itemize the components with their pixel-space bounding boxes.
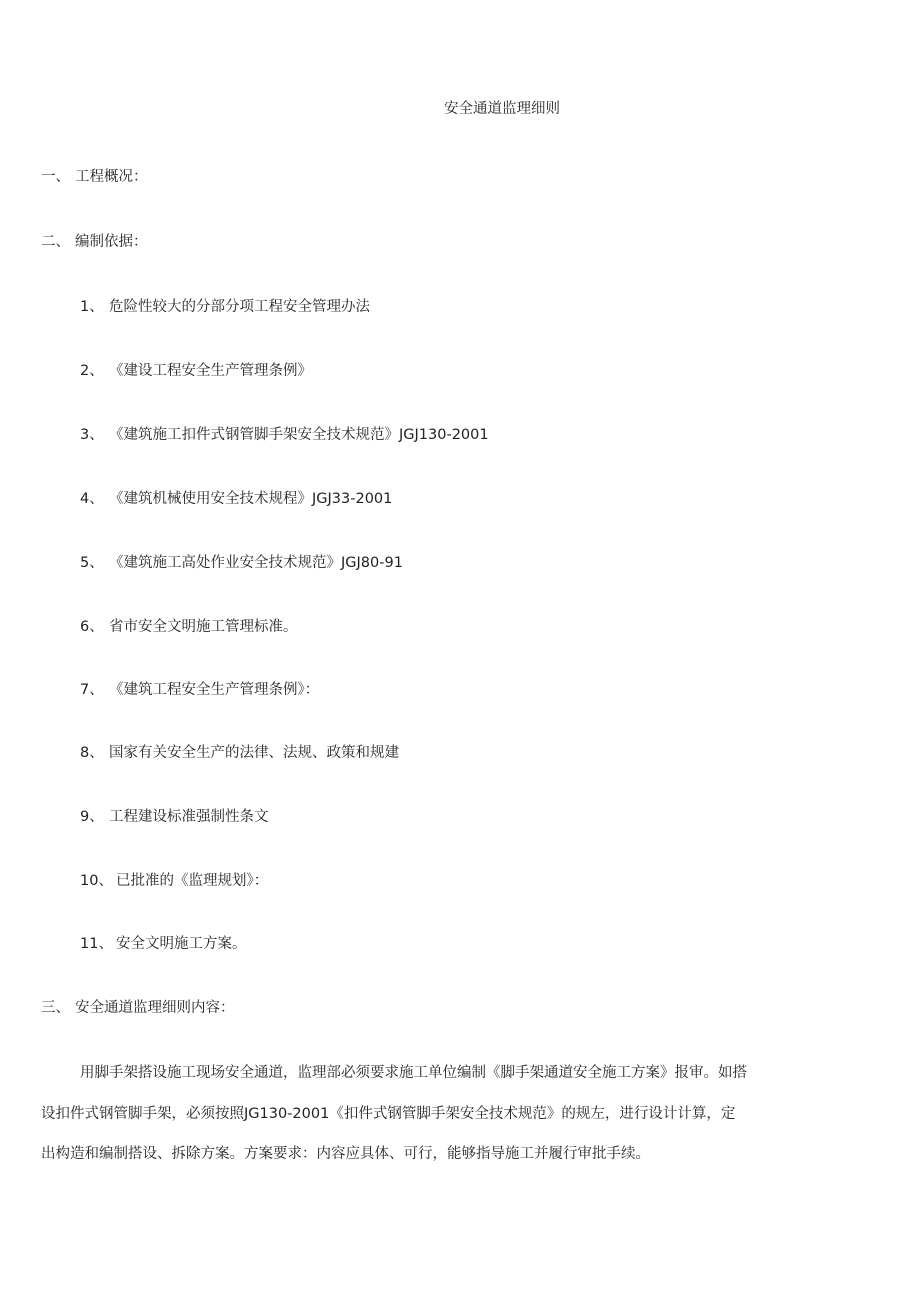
item-text: 安全文明施工方案。 — [116, 936, 247, 952]
item-text: 《建筑工程安全生产管理条例》： — [109, 682, 320, 698]
item-text: 《建设工程安全生产管理条例》 — [109, 363, 312, 379]
basis-item — [80, 297, 370, 317]
item-number: 10、 — [80, 873, 113, 889]
section-number: 三、 — [41, 1000, 70, 1016]
item-number: 9、 — [80, 809, 104, 825]
basis-item — [80, 425, 489, 445]
section-heading-1 — [41, 167, 148, 187]
item-number: 6、 — [80, 619, 104, 635]
basis-item — [80, 871, 268, 891]
basis-item — [80, 934, 247, 954]
basis-item — [80, 680, 319, 700]
item-text: 《建筑施工高处作业安全技术规范》JGJ80-91 — [109, 555, 403, 571]
item-text: 危险性较大的分部分项工程安全管理办法 — [109, 299, 370, 315]
item-number: 11、 — [80, 936, 113, 952]
basis-item — [80, 743, 399, 763]
item-text: 《建筑机械使用安全技术规程》JGJ33-2001 — [109, 491, 393, 507]
section-text: 编制依据： — [75, 234, 148, 250]
item-text: 《建筑施工扣件式钢管脚手架安全技术规范》JGJ130-2001 — [109, 427, 489, 443]
basis-item — [80, 807, 269, 827]
paragraph-line: 设扣件式钢管脚手架，必须按照JG130-2001《扣件式钢管脚手架安全技术规范》的规左，进行设计计算，定 — [41, 1106, 736, 1122]
section-heading-2 — [41, 232, 148, 252]
section-text: 安全通道监理细则内容： — [75, 1000, 235, 1016]
item-text: 省市安全文明施工管理标准。 — [109, 619, 298, 635]
basis-item — [80, 617, 298, 637]
document-title: 安全通道监理细则 — [444, 101, 560, 117]
basis-item — [80, 489, 392, 509]
item-number: 1、 — [80, 299, 104, 315]
item-text: 工程建设标准强制性条文 — [109, 809, 269, 825]
section-text: 工程概况： — [75, 169, 148, 185]
basis-item — [80, 361, 312, 381]
paragraph-line: 用脚手架搭设施工现场安全通道，监理部必须要求施工单位编制《脚手架通道安全施工方案》报审。如搭 — [80, 1065, 747, 1081]
section-number: 一、 — [41, 169, 70, 185]
item-text: 国家有关安全生产的法律、法规、政策和规建 — [109, 745, 399, 761]
item-number: 7、 — [80, 682, 104, 698]
item-number: 3、 — [80, 427, 104, 443]
item-number: 8、 — [80, 745, 104, 761]
item-number: 4、 — [80, 491, 104, 507]
section-heading-3 — [41, 998, 235, 1018]
item-number: 5、 — [80, 555, 104, 571]
basis-item — [80, 553, 403, 573]
section-number: 二、 — [41, 234, 70, 250]
item-text: 已批准的《监理规划》： — [116, 873, 269, 889]
paragraph-line: 出构造和编制搭设、拆除方案。方案要求：内容应具体、可行，能够指导施工并履行审批手续。 — [41, 1146, 650, 1162]
item-number: 2、 — [80, 363, 104, 379]
